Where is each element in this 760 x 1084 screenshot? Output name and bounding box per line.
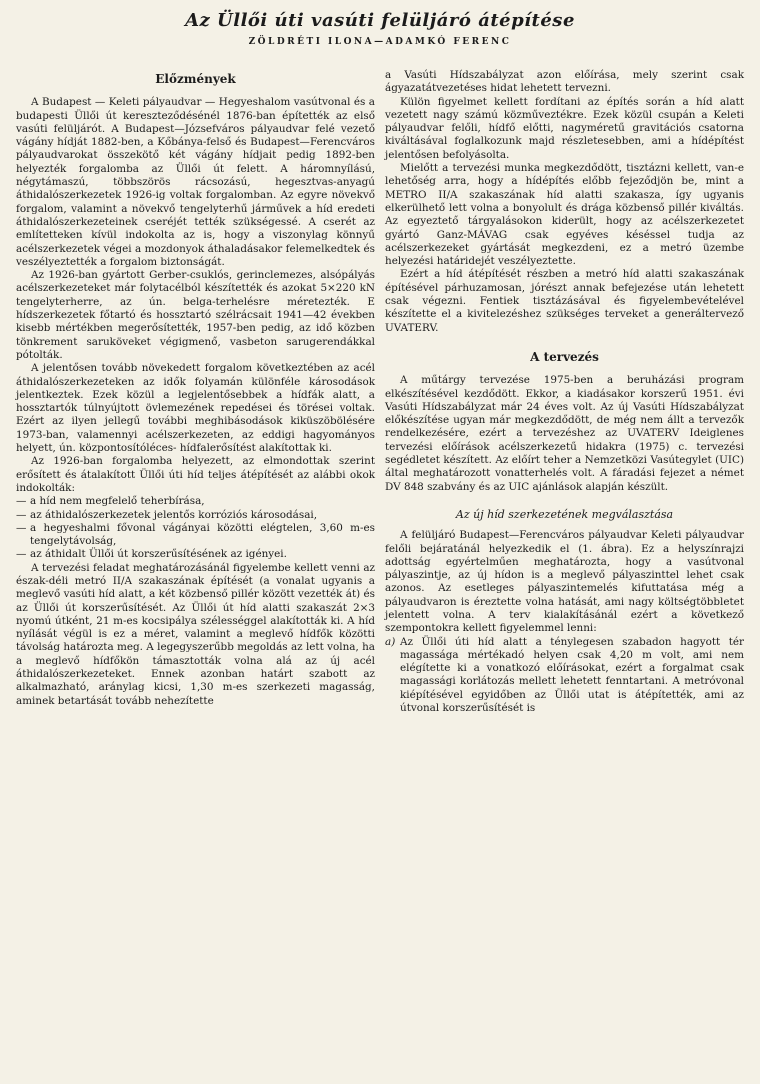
paragraph: A felüljáró Budapest—Ferencváros pályaudvar Keleti pályaudvar felőli bejáratánál helyezkedik el (1. ábra). Ez a helyszínrajzi adottság egyértelműen meghatározta, hogy a vasútvonal pályaszintje, az új hídon is a meglevő pályaszinttel lehet csak azonos. Az esetleges pályaszintemelés kifuttatása még a pályaudvaron is éreztette volna hatását, ami nagy költségtöbbletet jelentett volna. A terv kialakításánál ezért a következő szempontokra kellett figyelemmel lenni: <box>385 529 744 635</box>
dash-mark: — <box>16 508 27 521</box>
item-text: Az Üllői úti híd alatt a ténylegesen szabadon hagyott tér magassága mértékadó helyen csak 4,20 m volt, ami nem elégítette ki a vonatkozó előírásokat, ezért a forgalmat csak magassági korlátozás mellett lehetett fenntartani. A metróvonal kiépítésével egyidőben az Üllői utat is átépítették, ami az útvonal korszerűsítését is <box>400 635 744 715</box>
section-heading-background: Előzmények <box>155 72 236 86</box>
reason-item <box>16 509 375 522</box>
paragraph: A műtárgy tervezése 1975-ben a beruházási program elkészítésével kezdődött. Ekkor, a kiadásakor korszerű 1951. évi Vasúti Hídszabályzat már 24 éves volt. Az új Vasúti Hídszabályzat előkészítése ugyan már megkezdődött, de még nem állt a tervezők rendelkezésére, ezért a tervezéshez az UVATERV Ideiglenes tervezési előírások acélszerkezetű hidakra (1975) c. tervezési segédletet készített. Az előírt teher a Nemzetközi Vasútegylet (UIC) által meghatározott vonatterhelés volt. A fáradási fejezet a német DV 848 szabvány és az UIC ajánlások alapján készült. <box>385 374 744 493</box>
article-title: Az Üllői úti vasúti felüljáró átépítése <box>185 10 575 31</box>
paragraph: a Vasúti Hídszabályzat azon előírása, mely szerint csak ágyazatátvezetéses hidat lehetett tervezni. <box>385 69 744 95</box>
dash-mark: — <box>16 495 27 508</box>
paragraph: Az 1926-ban forgalomba helyezett, az elmondottak szerint erősített és átalakított Üllői úti híd teljes átépítését az alábbi okok indokolták: <box>16 455 375 494</box>
article-authors: ZÖLDRÉTI ILONA—ADAMKÓ FERENC <box>248 37 512 47</box>
paragraph: Az 1926-ban gyártott Gerber-csuklós, gerinclemezes, alsópályás acélszerkezeteket már folytacélból készítették és azokat 5×220 kN tengelyterherre, az ún. belga-terhelésre méretezték. E hídszerkezetek főtartó és hossztartó szélrácsait 1941—42 években kisebb mértékben megerősítették, 1957-ben pedig, az idő közben tönkrement saruköveket végigmenő, vasbeton sarugerendákkal pótolták. <box>16 269 375 361</box>
paragraph: Külön figyelmet kellett fordítani az építés során a híd alatt vezetett nagy számú közműveztékre. Ezek közül csupán a Keleti pályaudvar felőli, hídfő előtti, nagyméretű gravitációs csatorna kiváltásával foglalkozunk majd részletesebben, ami a hídépítést jelentősen befolyásolta. <box>385 95 744 161</box>
dash-mark: — <box>16 521 27 534</box>
reason-item <box>16 495 375 508</box>
subsection-heading: Az új híd szerkezetének megválasztása <box>455 507 674 521</box>
two-column-body <box>16 69 744 715</box>
reason-text: a híd nem megfelelő teherbírása, <box>30 495 205 508</box>
paragraph: A Budapest — Keleti pályaudvar — Hegyeshalom vasútvonal és a budapesti Üllői út kereszteződésénél 1876-ban építették az első vasúti felüljárót. A Budapest—Józsefváros pályaudvar felé vezető vágány hídját 1882-ben, a Kőbánya-felső és Budapest—Ferencváros pályaudvarokat összekötő két vágány hídjait pedig 1892-ben helyezték forgalomba az Üllői út felett. A háromnyílású, négytámaszú, többszörös rácsozású, hegesztvas-anyagú áthidalószerkezetek 1926-ig voltak forgalomban. Az egyre növekvő forgalom, valamint a növekvő tengelyterhű járművek a híd eredeti áthidalószerkezeteinek cseréjét tették szükségessé. A cserét az említetteken kívül indokolta az is, hogy a viszonylag könnyű acélszerkezetek végei a mozdonyok áthaladásakor felemelkedtek és veszélyeztették a forgalom biztonságát. <box>16 96 375 268</box>
item-marker: a) <box>385 635 396 648</box>
paragraph: Mielőtt a tervezési munka megkezdődött, tisztázni kellett, van-e lehetőség arra, hogy a hídépítés előbb fejeződjön be, mint a METRO II/A szakaszának híd alatti szakasza, így ugyanis elkerülhető lett volna a bonyolult és drága közbenső pillér kiváltás. Az egyeztető tárgyalásokon kiderült, hogy az acélszerkezetet gyártó Ganz-MÁVAG csak egyéves késéssel tudja az acélszerkezeket gyártását megkezdeni, ez a metró üzembe helyezési határidejét veszélyeztette. <box>385 162 744 268</box>
dash-mark: — <box>16 548 27 561</box>
paragraph: A tervezési feladat meghatározásánál figyelembe kellett venni az észak-déli metró II/A szakaszának építését (a vonalat ugyanis a meglevő vasúti híd alatt, a két közbenső pillér között vezették át) és az Üllői út korszerűsítését. Az Üllői út híd alatti szakaszát 2×3 nyomú útként, 21 m-es kocsipálya szélességgel alakították ki. A híd nyílását végül is ez a méret, valamint a meglevő hídfők közötti távolság határozta meg. A legegyszerűbb megoldás az lett volna, ha a meglevő hídfőkön támasztották volna alá az új acél áthidalószerkezeteket. Ennek azonban határt szabott az alkalmazható, aránylag kicsi, 1,30 m-es szerkezeti magasság, aminek betartását tovább nehezítette <box>16 561 375 707</box>
paragraph: Ezért a híd átépítését részben a metró híd alatti szakaszának építésével párhuzamosan, jórészt annak befejezése után lehetett csak végezni. Fentiek tisztázásával és figyelembevételével készítette el a kivitelezéshez szükséges terveket a generáltervező UVATERV. <box>385 268 744 334</box>
paragraph: A jelentősen tovább növekedett forgalom következtében az acél áthidalószerkezeteken az idők folyamán különféle károsodások jelentkeztek. Ezek közül a legjelentősebbek a hídfák alatt, a hossztartók túlnyújtott övlemezének repedései és törései voltak. Ezért az ilyen jellegű további meghibásodások kiküszöbölésére 1973-ban, valamennyi acélszerkezeten, az eddigi hagyományos helyett, ún. központosítóléces- hídfalerősítést alakítottak ki. <box>16 362 375 455</box>
reason-item <box>16 548 375 561</box>
reason-text: az áthidalószerkezetek jelentős korróziós károsodásai, <box>30 508 318 521</box>
left-column <box>16 69 375 715</box>
right-column <box>385 69 744 715</box>
reason-text: az áthidalt Üllői út korszerűsítésének az igényei. <box>30 548 287 561</box>
reason-item <box>16 522 375 549</box>
list-item-a <box>385 636 744 716</box>
reason-text: a hegyeshalmi fővonal vágányai közötti elégtelen, 3,60 m-es tengelytávolság, <box>30 521 375 548</box>
section-heading-design: A tervezés <box>530 349 599 364</box>
